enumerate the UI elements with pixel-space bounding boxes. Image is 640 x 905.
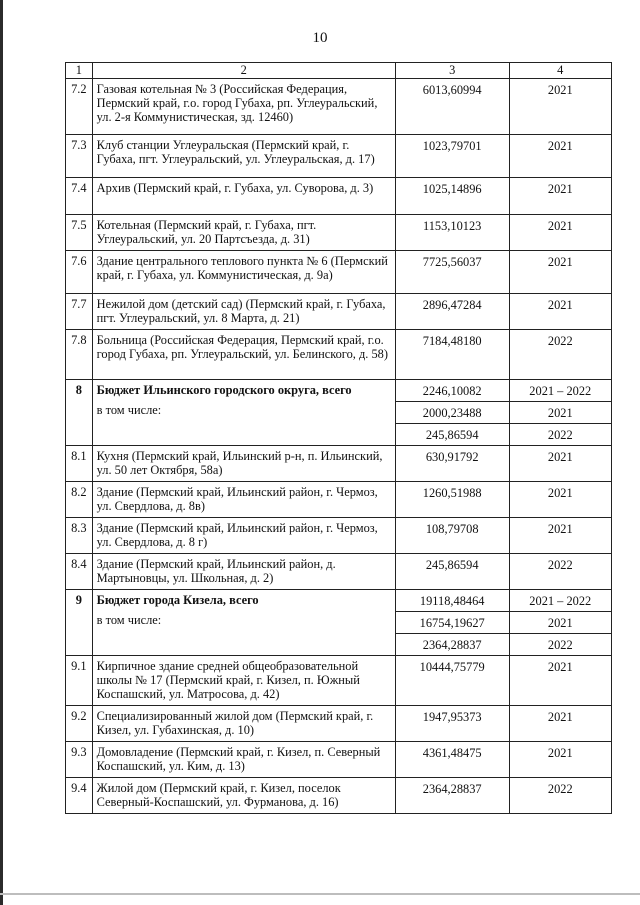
item-amount: 1153,10123 [395,215,509,251]
table-row [66,294,612,330]
item-number: 9 [66,590,93,656]
item-description: Больница (Российская Федерация, Пермский край, г.о. город Губаха, рп. Углеуральский, ул. Белинского, д. 58) [92,330,395,380]
item-description: Клуб станции Углеуральская (Пермский край, г. Губаха, пгт. Углеуральский, ул. Углеуральская, д. 17) [92,135,395,178]
item-number: 7.2 [66,79,93,135]
item-description: Здание (Пермский край, Ильинский район, г. Чермоз, ул. Свердлова, д. 8 г) [92,518,395,554]
item-number: 8.4 [66,554,93,590]
item-year: 2021 [509,742,611,778]
item-amount: 7184,48180 [395,330,509,380]
item-description: Кирпичное здание средней общеобразовательной школы № 17 (Пермский край, г. Кизел, п. Южный Коспашский, ул. Матросова, д. 42) [92,656,395,706]
item-year: 2021 [509,518,611,554]
item-number: 8.2 [66,482,93,518]
column-header: 1 [66,63,93,79]
item-amount: 1025,14896 [395,178,509,215]
item-year: 2021 [509,178,611,215]
total-amount: 245,86594 [395,424,509,446]
total-amount: 16754,19627 [395,612,509,634]
item-year: 2021 [509,706,611,742]
allocation-table [65,62,612,814]
item-number: 7.8 [66,330,93,380]
table-row [66,742,612,778]
item-year: 2021 [509,482,611,518]
table-row [66,330,612,380]
budget-total-description [92,590,395,656]
total-period: 2022 [509,634,611,656]
item-description: Домовладение (Пермский край, г. Кизел, п. Северный Коспашский, ул. Ким, д. 13) [92,742,395,778]
total-period: 2022 [509,424,611,446]
budget-total-subtitle: в том числе: [96,403,162,417]
item-year: 2021 [509,446,611,482]
table-row [66,446,612,482]
item-number: 8.1 [66,446,93,482]
item-amount: 7725,56037 [395,251,509,294]
item-description: Архив (Пермский край, г. Губаха, ул. Суворова, д. 3) [92,178,395,215]
table-row [66,656,612,706]
table-row [66,778,612,814]
item-amount: 2364,28837 [395,778,509,814]
page-number: 10 [312,30,328,46]
item-year: 2021 [509,294,611,330]
item-description: Кухня (Пермский край, Ильинский р-н, п. Ильинский, ул. 50 лет Октября, 58а) [92,446,395,482]
item-amount: 630,91792 [395,446,509,482]
total-period: 2021 [509,402,611,424]
item-number: 9.4 [66,778,93,814]
total-amount: 2246,10082 [395,380,509,402]
item-description: Здание (Пермский край, Ильинский район, д. Мартыновцы, ул. Школьная, д. 2) [92,554,395,590]
item-amount: 108,79708 [395,518,509,554]
total-period: 2021 – 2022 [509,380,611,402]
total-amount: 2364,28837 [395,634,509,656]
item-year: 2022 [509,330,611,380]
scan-bottom-edge [0,893,640,895]
budget-total-title: Бюджет Ильинского городского округа, всего [96,383,352,397]
scan-left-edge [0,0,3,905]
item-year: 2021 [509,135,611,178]
item-amount: 10444,75779 [395,656,509,706]
table-row [66,706,612,742]
item-amount: 2896,47284 [395,294,509,330]
item-year: 2021 [509,251,611,294]
total-period: 2021 – 2022 [509,590,611,612]
item-number: 9.1 [66,656,93,706]
total-period: 2021 [509,612,611,634]
column-header: 3 [395,63,509,79]
table-row [66,215,612,251]
item-amount: 245,86594 [395,554,509,590]
item-description: Жилой дом (Пермский край, г. Кизел, поселок Северный-Коспашский, ул. Фурманова, д. 16) [92,778,395,814]
column-header: 2 [92,63,395,79]
table-row [66,251,612,294]
total-amount: 2000,23488 [395,402,509,424]
column-header: 4 [509,63,611,79]
item-description: Специализированный жилой дом (Пермский край, г. Кизел, ул. Губахинская, д. 10) [92,706,395,742]
table-row [66,482,612,518]
item-description: Здание (Пермский край, Ильинский район, г. Чермоз, ул. Свердлова, д. 8в) [92,482,395,518]
item-year: 2022 [509,554,611,590]
budget-total-subtitle: в том числе: [96,613,162,627]
item-description: Котельная (Пермский край, г. Губаха, пгт. Углеуральский, ул. 20 Партсъезда, д. 31) [92,215,395,251]
item-year: 2021 [509,656,611,706]
item-amount: 4361,48475 [395,742,509,778]
table-row [66,554,612,590]
item-number: 7.7 [66,294,93,330]
item-number: 8.3 [66,518,93,554]
item-year: 2021 [509,79,611,135]
item-amount: 6013,60994 [395,79,509,135]
table-header-row [66,63,612,79]
budget-total-title: Бюджет города Кизела, всего [96,593,259,607]
item-number: 7.4 [66,178,93,215]
budget-total-description [92,380,395,446]
table-row [66,79,612,135]
item-number: 7.3 [66,135,93,178]
item-year: 2022 [509,778,611,814]
item-description: Нежилой дом (детский сад) (Пермский край, г. Губаха, пгт. Углеуральский, ул. 8 Марта, д. 21) [92,294,395,330]
item-amount: 1947,95373 [395,706,509,742]
total-amount: 19118,48464 [395,590,509,612]
item-year: 2021 [509,215,611,251]
item-description: Газовая котельная № 3 (Российская Федерация, Пермский край, г.о. город Губаха, рп. Углеуральский, ул. 2-я Коммунистическая, зд. 12460) [92,79,395,135]
item-number: 8 [66,380,93,446]
budget-total-row [66,590,612,612]
table-row [66,178,612,215]
item-number: 7.6 [66,251,93,294]
item-number: 9.2 [66,706,93,742]
budget-total-row [66,380,612,402]
item-amount: 1260,51988 [395,482,509,518]
item-number: 9.3 [66,742,93,778]
table-row [66,518,612,554]
item-number: 7.5 [66,215,93,251]
table-row [66,135,612,178]
item-amount: 1023,79701 [395,135,509,178]
item-description: Здание центрального теплового пункта № 6 (Пермский край, г. Губаха, ул. Коммунистическая, д. 9а) [92,251,395,294]
